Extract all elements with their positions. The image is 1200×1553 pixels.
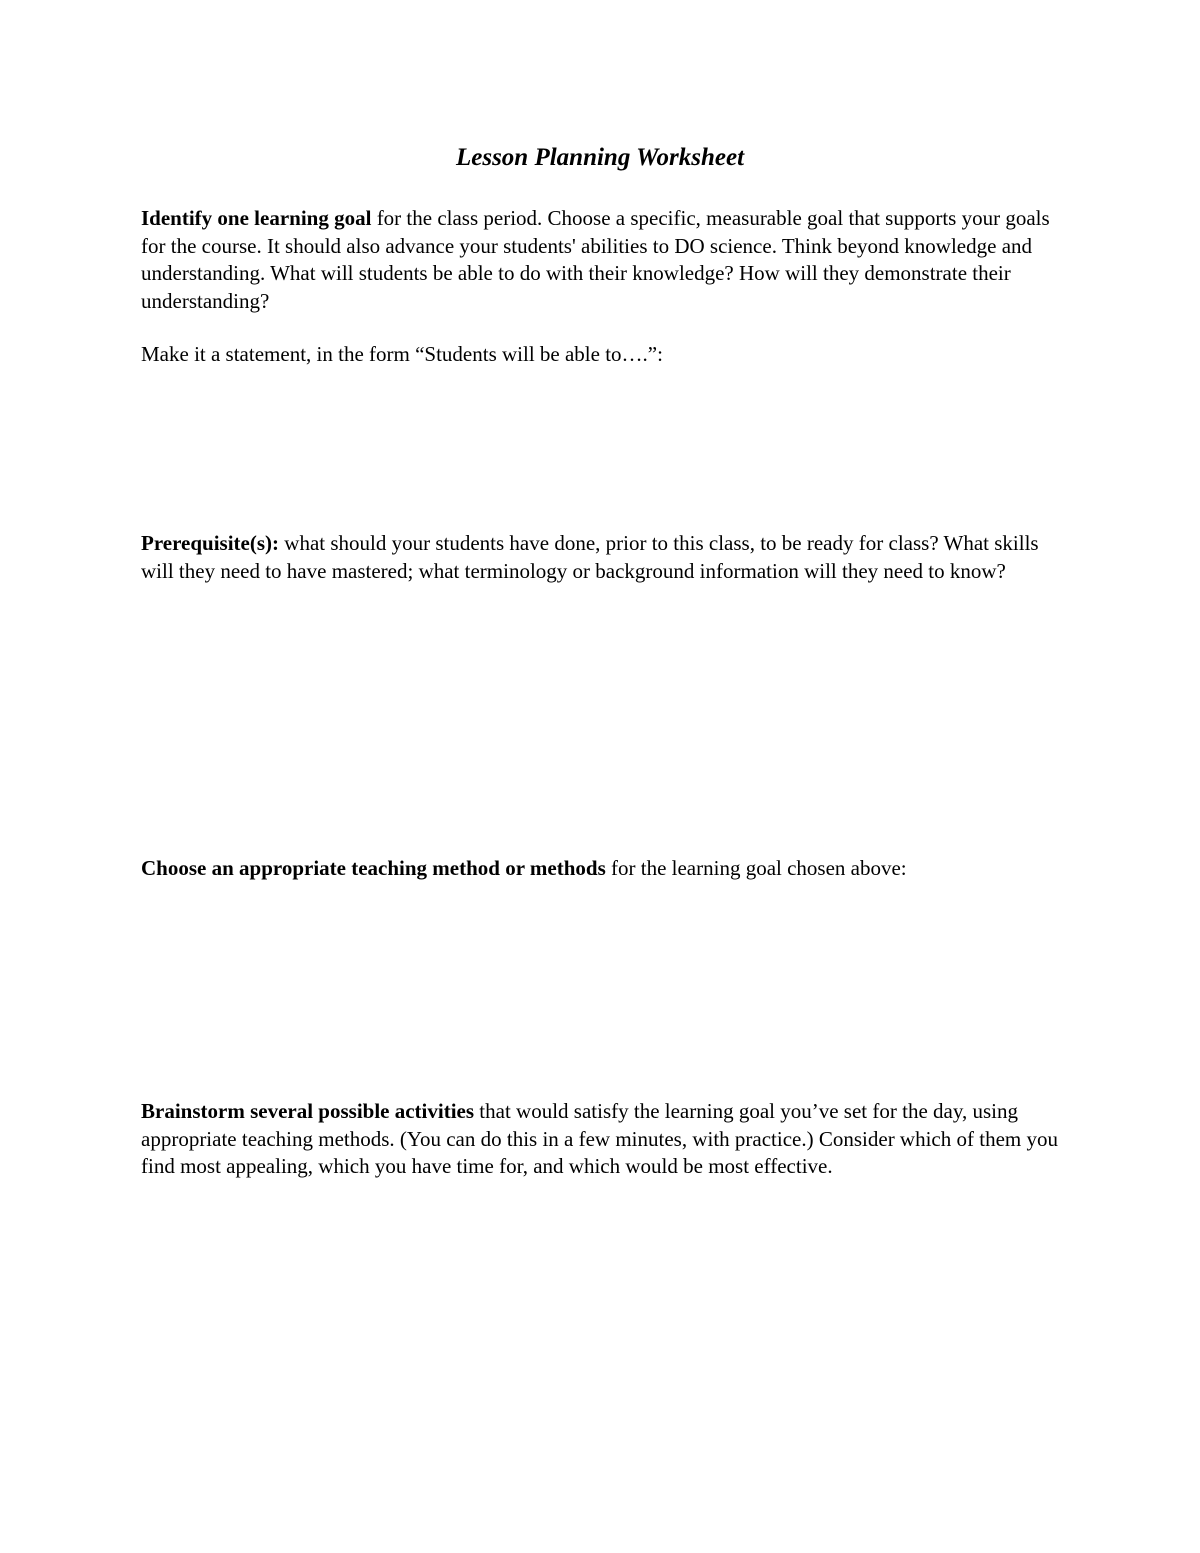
teaching-method-heading: Choose an appropriate teaching method or methods	[141, 856, 606, 880]
brainstorm-text: that would satisfy the learning goal you’ve set for the day, using appropriate teaching methods. (You can do this in a few minutes, with practice.) Consider which of them you find most appealing, which you have time for, and which would be most effective.	[141, 1099, 1058, 1178]
teaching-method-prompt	[141, 855, 1071, 883]
learning-goal-text: for the class period. Choose a specific, measurable goal that supports your goals for the course. It should also advance your students' abilities to DO science. Think beyond knowledge and understanding. What will students be able to do with their knowledge? How will they demonstrate their understanding?	[141, 206, 1050, 313]
statement-text: Make it a statement, in the form “Students will be able to….”:	[141, 342, 663, 366]
prerequisites-heading: Prerequisite(s):	[141, 531, 280, 555]
prerequisites-prompt	[141, 530, 1071, 585]
brainstorm-heading: Brainstorm several possible activities	[141, 1099, 475, 1123]
teaching-method-text: for the learning goal chosen above:	[605, 856, 907, 880]
learning-goal-heading: Identify one learning goal	[141, 206, 372, 230]
learning-goal-prompt	[141, 205, 1071, 315]
page-title: Lesson Planning Worksheet	[455, 144, 745, 171]
statement-prompt	[141, 341, 1071, 369]
prerequisites-text: what should your students have done, prior to this class, to be ready for class? What skills will they need to have mastered; what terminology or background information will they need to know?	[141, 531, 1039, 583]
brainstorm-prompt	[141, 1098, 1071, 1181]
